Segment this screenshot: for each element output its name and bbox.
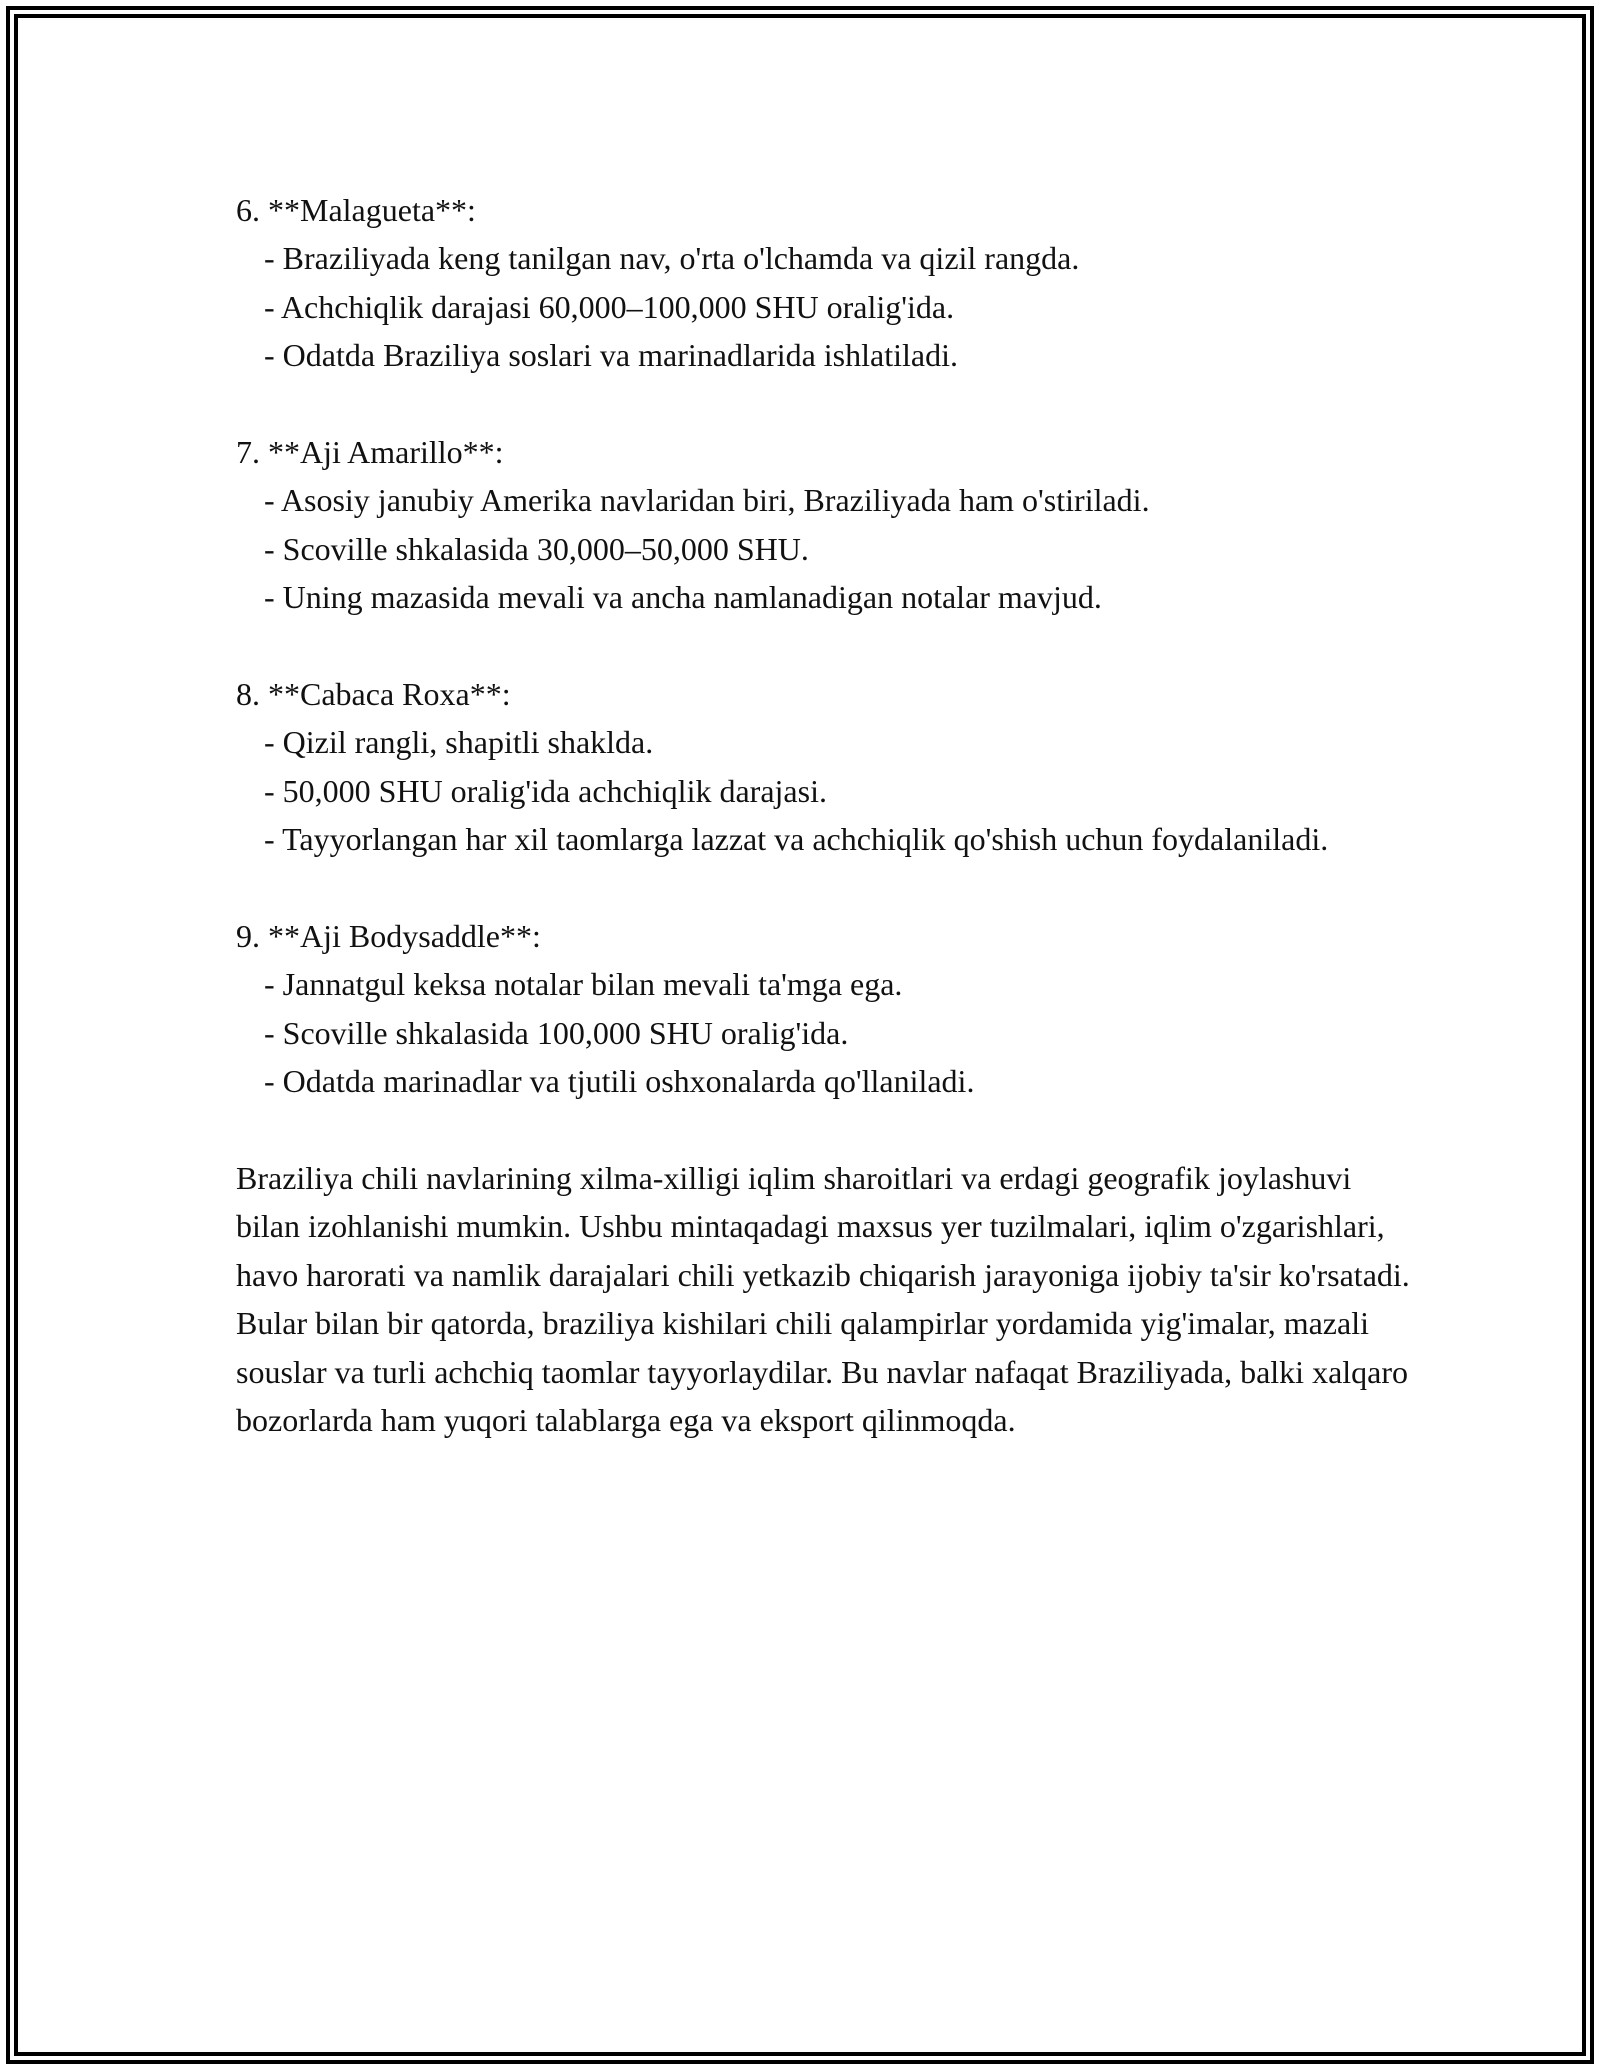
item-heading: 7. **Aji Amarillo**: [236, 434, 504, 471]
item-heading: 8. **Cabaca Roxa**: [236, 676, 511, 713]
item-bullet: - Tayyorlangan har xil taomlarga lazzat va achchiqlik qo'shish uchun foydalaniladi. [264, 821, 1329, 858]
item-bullet: - Qizil rangli, shapitli shaklda. [264, 724, 654, 761]
item-bullet: - Odatda Braziliya soslari va marinadlarida ishlatiladi. [264, 337, 958, 374]
item-heading: 9. **Aji Bodysaddle**: [236, 918, 541, 955]
item-bullet: - Scoville shkalasida 100,000 SHU oralig'ida. [264, 1014, 849, 1051]
item-bullet: - Odatda marinadlar va tjutili oshxonalarda qo'llaniladi. [264, 1063, 975, 1100]
list-item-cabaca-roxa [236, 670, 1416, 864]
list-item-aji-amarillo [236, 428, 1416, 622]
list-item-aji-bodysaddle [236, 912, 1416, 1106]
closing-paragraph: Braziliya chili navlarining xilma-xilligi iqlim sharoitlari va erdagi geografik joylashuvi bilan izohlanishi mumkin. Ushbu mintaqadagi maxsus yer tuzilmalari, iqlim o'zgarishlari, havo harorati va namlik darajalari chili yetkazib chiqarish jarayoniga ijobiy ta'sir ko'rsatadi. Bular bilan bir qatorda, braziliya kishilari chili qalampirlar yordamida yig'imalar, mazali souslar va turli achchiq taomlar tayyorlaydilar. Bu navlar nafaqat Braziliyada, balki xalqaro bozorlarda ham yuqori talablarga ega va eksport qilinmoqda. [236, 1160, 1410, 1439]
item-bullet: - Scoville shkalasida 30,000–50,000 SHU. [264, 530, 809, 567]
document-body [236, 186, 1416, 1445]
item-bullet: - Uning mazasida mevali va ancha namlanadigan notalar mavjud. [264, 579, 1102, 616]
item-bullet: - Jannatgul keksa notalar bilan mevali ta'mga ega. [264, 966, 903, 1003]
list-item-malagueta [236, 186, 1416, 380]
item-bullet: - 50,000 SHU oralig'ida achchiqlik darajasi. [264, 772, 827, 809]
item-bullet: - Achchiqlik darajasi 60,000–100,000 SHU oralig'ida. [264, 288, 955, 325]
item-bullet: - Braziliyada keng tanilgan nav, o'rta o'lchamda va qizil rangda. [264, 240, 1080, 277]
item-bullet: - Asosiy janubiy Amerika navlaridan biri, Braziliyada ham o'stiriladi. [264, 482, 1150, 519]
item-heading: 6. **Malagueta**: [236, 192, 476, 228]
